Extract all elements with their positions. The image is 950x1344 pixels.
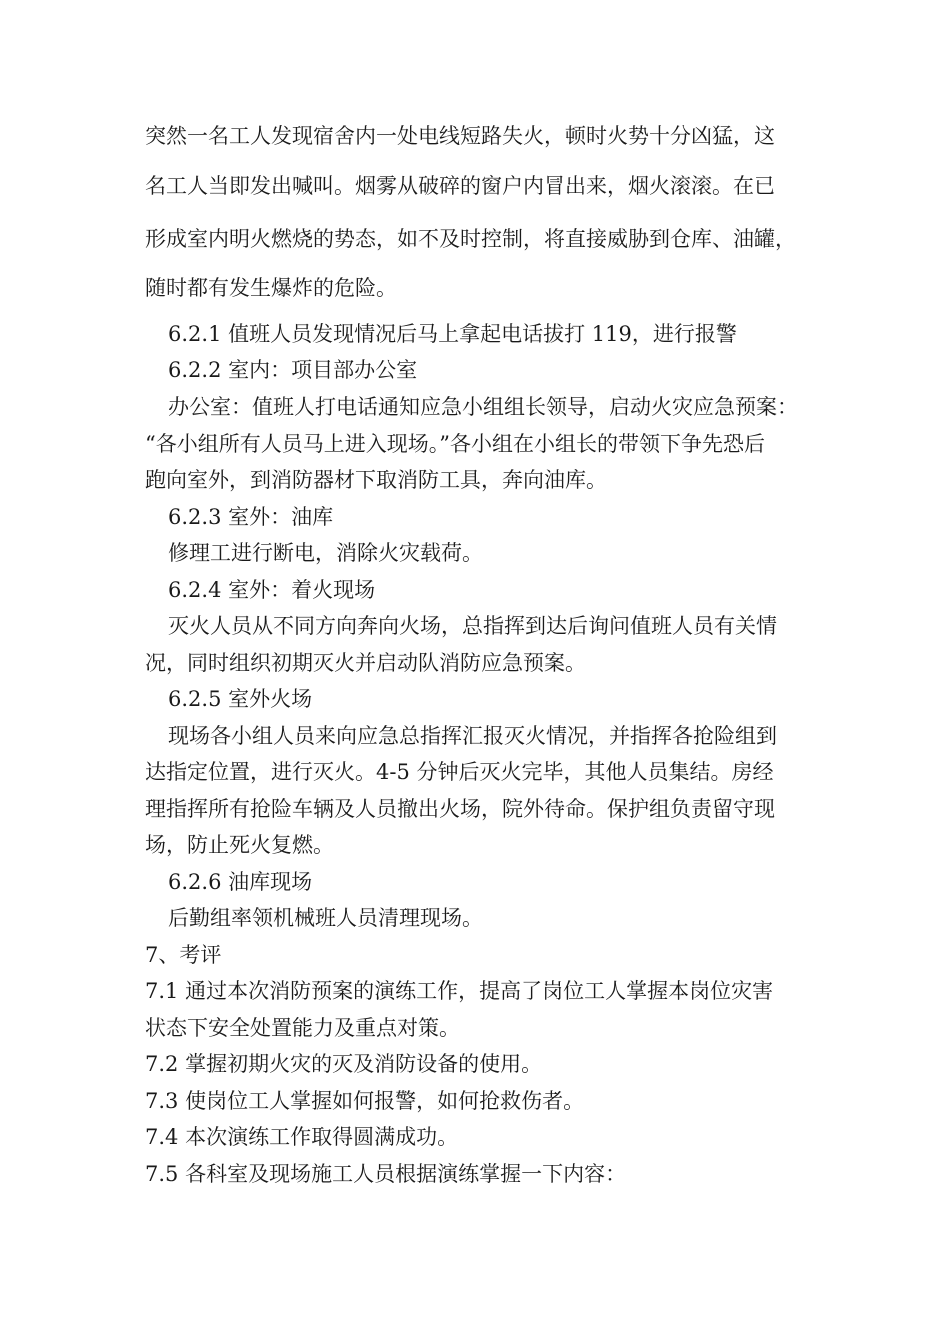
list-item-7-2: 7.2 掌握初期火灾的灭及消防设备的使用。 — [145, 1052, 543, 1076]
paragraph-line: 场，防止死火复燃。 — [145, 833, 334, 857]
paragraph-line: 跑向室外，到消防器材下取消防工具，奔向油库。 — [145, 468, 607, 492]
paragraph-line: 达指定位置，进行灭火。4-5 分钟后灭火完毕，其他人员集结。房经 — [145, 760, 774, 784]
list-item-7-5: 7.5 各科室及现场施工人员根据演练掌握一下内容： — [145, 1162, 627, 1186]
list-item-7-4: 7.4 本次演练工作取得圆满成功。 — [145, 1125, 459, 1149]
section-heading-6-2-2: 6.2.2 室内：项目部办公室 — [168, 358, 418, 382]
paragraph-line: 修理工进行断电，消除火灾载荷。 — [168, 541, 483, 565]
paragraph-line: 灭火人员从不同方向奔向火场，总指挥到达后询问值班人员有关情 — [168, 614, 777, 638]
list-item-7-3: 7.3 使岗位工人掌握如何报警，如何抢救伤者。 — [145, 1089, 585, 1113]
section-heading-6-2-1: 6.2.1 值班人员发现情况后马上拿起电话拔打 119，进行报警 — [168, 322, 737, 346]
paragraph-line: 办公室：值班人打电话通知应急小组组长领导，启动火灾应急预案： — [168, 395, 798, 419]
paragraph-line: 况，同时组织初期灭火并启动队消防应急预案。 — [145, 651, 586, 675]
section-heading-6-2-5: 6.2.5 室外火场 — [168, 687, 313, 711]
list-item-7-1: 7.1 通过本次消防预案的演练工作，提高了岗位工人掌握本岗位灾害 — [145, 979, 774, 1003]
section-heading-6-2-4: 6.2.4 室外：着火现场 — [168, 578, 376, 602]
paragraph-line: 突然一名工人发现宿舍内一处电线短路失火，顿时火势十分凶猛，这 — [145, 124, 775, 148]
paragraph-line: 随时都有发生爆炸的危险。 — [145, 276, 397, 300]
paragraph-line: 名工人当即发出喊叫。烟雾从破碎的窗户内冒出来，烟火滚滚。在已 — [145, 174, 775, 198]
section-heading-6-2-6: 6.2.6 油库现场 — [168, 870, 313, 894]
paragraph-line: 状态下安全处置能力及重点对策。 — [145, 1016, 460, 1040]
section-heading-6-2-3: 6.2.3 室外：油库 — [168, 505, 334, 529]
paragraph-line: 形成室内明火燃烧的势态，如不及时控制，将直接威胁到仓库、油罐， — [145, 227, 796, 251]
section-heading-7: 7、考评 — [145, 943, 222, 967]
paragraph-line: “各小组所有人员马上进入现场。”各小组在小组长的带领下争先恐后 — [145, 432, 765, 456]
paragraph-line: 理指挥所有抢险车辆及人员撤出火场，院外待命。保护组负责留守现 — [145, 797, 775, 821]
paragraph-line: 后勤组率领机械班人员清理现场。 — [168, 906, 483, 930]
paragraph-line: 现场各小组人员来向应急总指挥汇报灭火情况，并指挥各抢险组到 — [168, 724, 777, 748]
